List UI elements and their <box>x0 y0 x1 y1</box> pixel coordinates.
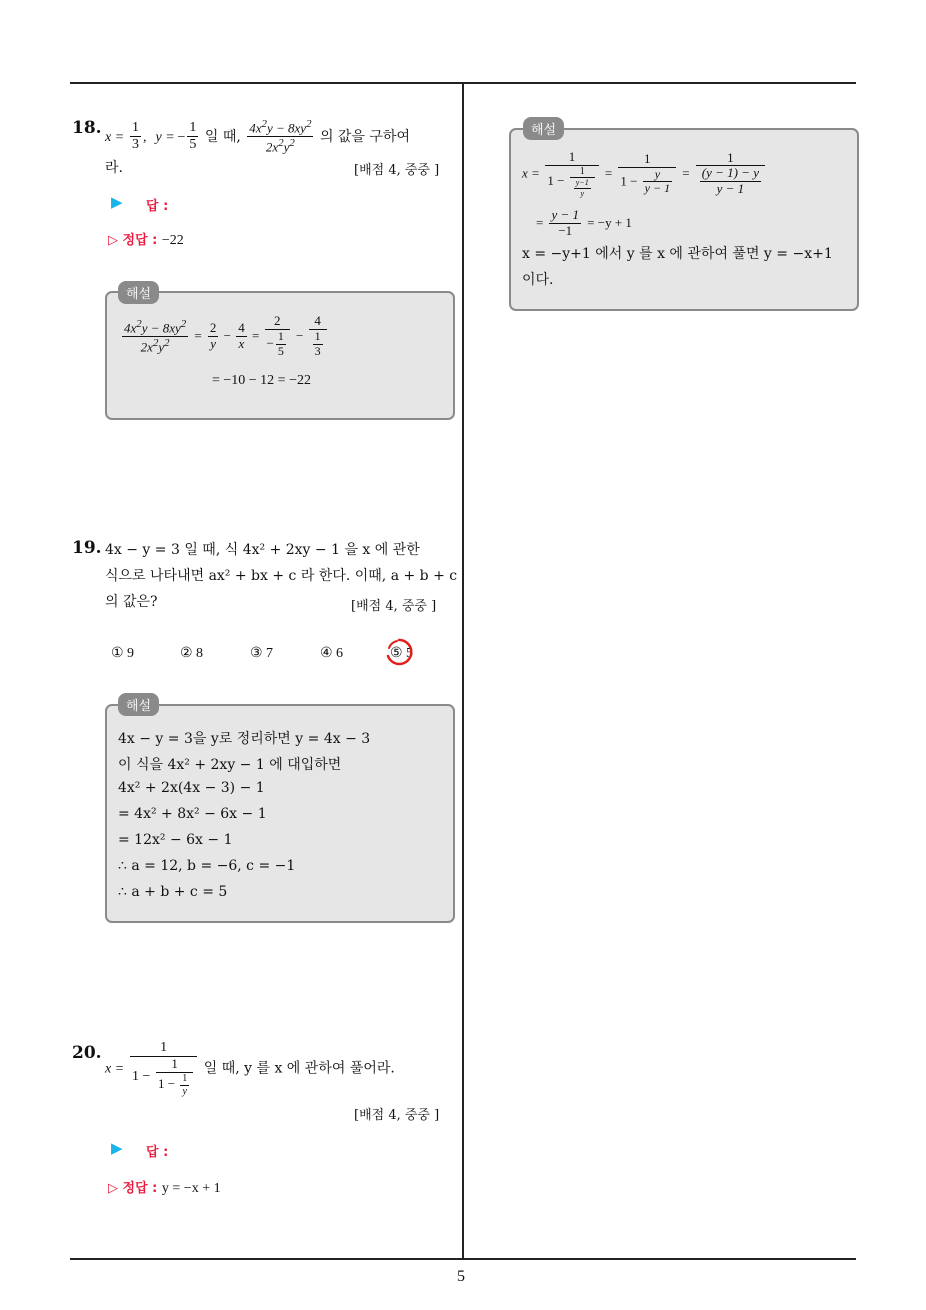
correct-answer-18 <box>108 229 184 249</box>
question-19-number: 19. <box>72 538 102 558</box>
column-divider <box>462 83 464 1259</box>
frac-one-fifth: $\frac{1}{5}$ <box>189 120 197 153</box>
question-18-score: [배점 4, 중중 ] <box>354 163 440 178</box>
answer-arrow-icon: ▶ <box>111 193 123 211</box>
solution-19-line6: ∴ a = 12, b = −6, c = −1 <box>118 858 296 874</box>
bottom-rule <box>70 1258 856 1260</box>
question-19-line2: 식으로 나타내면 ax² + bx + c 라 한다. 이때, a + b + c <box>105 568 458 584</box>
solution-20-line2: = $\frac{y - 1}{-1}$ = −y + 1 <box>536 207 632 238</box>
question-20-score: [배점 4, 중중 ] <box>354 1108 440 1123</box>
question-18-text: x = $\frac{1}{3}$ , y = − $\frac{1}{5}$ 일 때, $\frac{4x^2y - 8xy^2}{2x^2y^2}$ 의 값을 구하여 <box>105 118 410 155</box>
choice-4[interactable]: ④ 6 <box>320 646 344 661</box>
correct-value: y = −x + 1 <box>161 1181 221 1196</box>
choice-2[interactable]: ② 8 <box>180 646 204 661</box>
question-20-number: 20. <box>72 1043 102 1063</box>
answer-label: 답 : <box>146 1145 169 1160</box>
solution-tag: 해설 <box>118 281 159 304</box>
choice-5[interactable]: ⑤ 5 <box>390 646 414 661</box>
solution-20-line4: x = −y+1 에서 y 를 x 에 관하여 풀면 y = −x+1 <box>522 246 833 262</box>
frac-expression: $\frac{4x^2y - 8xy^2}{2x^2y^2}$ <box>249 118 312 155</box>
solution-19-line1: 4x − y = 3을 y로 정리하면 y = 4x − 3 <box>118 731 371 747</box>
correct-answer-20 <box>108 1177 221 1197</box>
frac-continued: 1 1 − 1 1 − $\frac{1}{y}$ <box>130 1040 197 1097</box>
solution-20-line3: = −y + 1 <box>587 214 632 230</box>
correct-label: ▷ 정답 : <box>108 1181 158 1196</box>
solution-19-line7: ∴ a + b + c = 5 <box>118 884 228 900</box>
correct-label: ▷ 정답 : <box>108 233 158 248</box>
correct-value: −22 <box>161 233 184 248</box>
question-18-tail2: 라. <box>105 160 123 176</box>
choice-1[interactable]: ① 9 <box>111 646 135 661</box>
page-number: 5 <box>457 1268 465 1285</box>
solution-tag: 해설 <box>523 117 564 140</box>
question-18-number: 18. <box>72 118 102 138</box>
question-19-score: [배점 4, 중중 ] <box>351 599 437 614</box>
solution-19-line5: = 12x² − 6x − 1 <box>118 832 233 848</box>
question-18-tail: 의 값을 구하여 <box>319 128 410 145</box>
question-19-line1: 4x − y = 3 일 때, 식 4x² + 2xy − 1 을 x 에 관한 <box>105 542 420 558</box>
solution-18-line2: = −10 − 12 = −22 <box>212 373 311 388</box>
solution-18-line1: $\frac{4x^2y - 8xy^2}{2x^2y^2}$ = $\frac{2}{y}$ − $\frac{4}{x}$ = 2 − $\frac{1}{5}$ − $\frac{4}{\frac{1}{3}}$ <box>120 314 329 359</box>
solution-19-line4: = 4x² + 8x² − 6x − 1 <box>118 806 267 822</box>
answer-arrow-icon: ▶ <box>111 1139 123 1157</box>
frac-one-third: $\frac{1}{3}$ <box>132 120 140 153</box>
question-19-line3: 의 값은? <box>105 594 158 610</box>
solution-19-line3: 4x² + 2x(4x − 3) − 1 <box>118 780 265 796</box>
selected-circle-mark <box>384 637 414 667</box>
solution-19-line2: 이 식을 4x² + 2xy − 1 에 대입하면 <box>118 757 342 773</box>
answer-label: 답 : <box>146 199 169 214</box>
question-20-tail: 일 때, y 를 x 에 관하여 풀어라. <box>203 1060 395 1077</box>
solution-20-line1: x = 1 1 − $\frac{1}{\frac{y-1}{y}}$ = 1 1 − $\frac{y}{y - 1}$ = $\frac{1}{\frac{(y - 1) - y}{y - 1}}$ <box>522 150 767 198</box>
choice-3[interactable]: ③ 7 <box>250 646 274 661</box>
question-20-text: x = 1 1 − 1 1 − $\frac{1}{y}$ 일 때, y 를 x 에 관하여 풀어라. <box>105 1040 395 1097</box>
solution-tag: 해설 <box>118 693 159 716</box>
solution-20-line5: 이다. <box>522 272 554 288</box>
